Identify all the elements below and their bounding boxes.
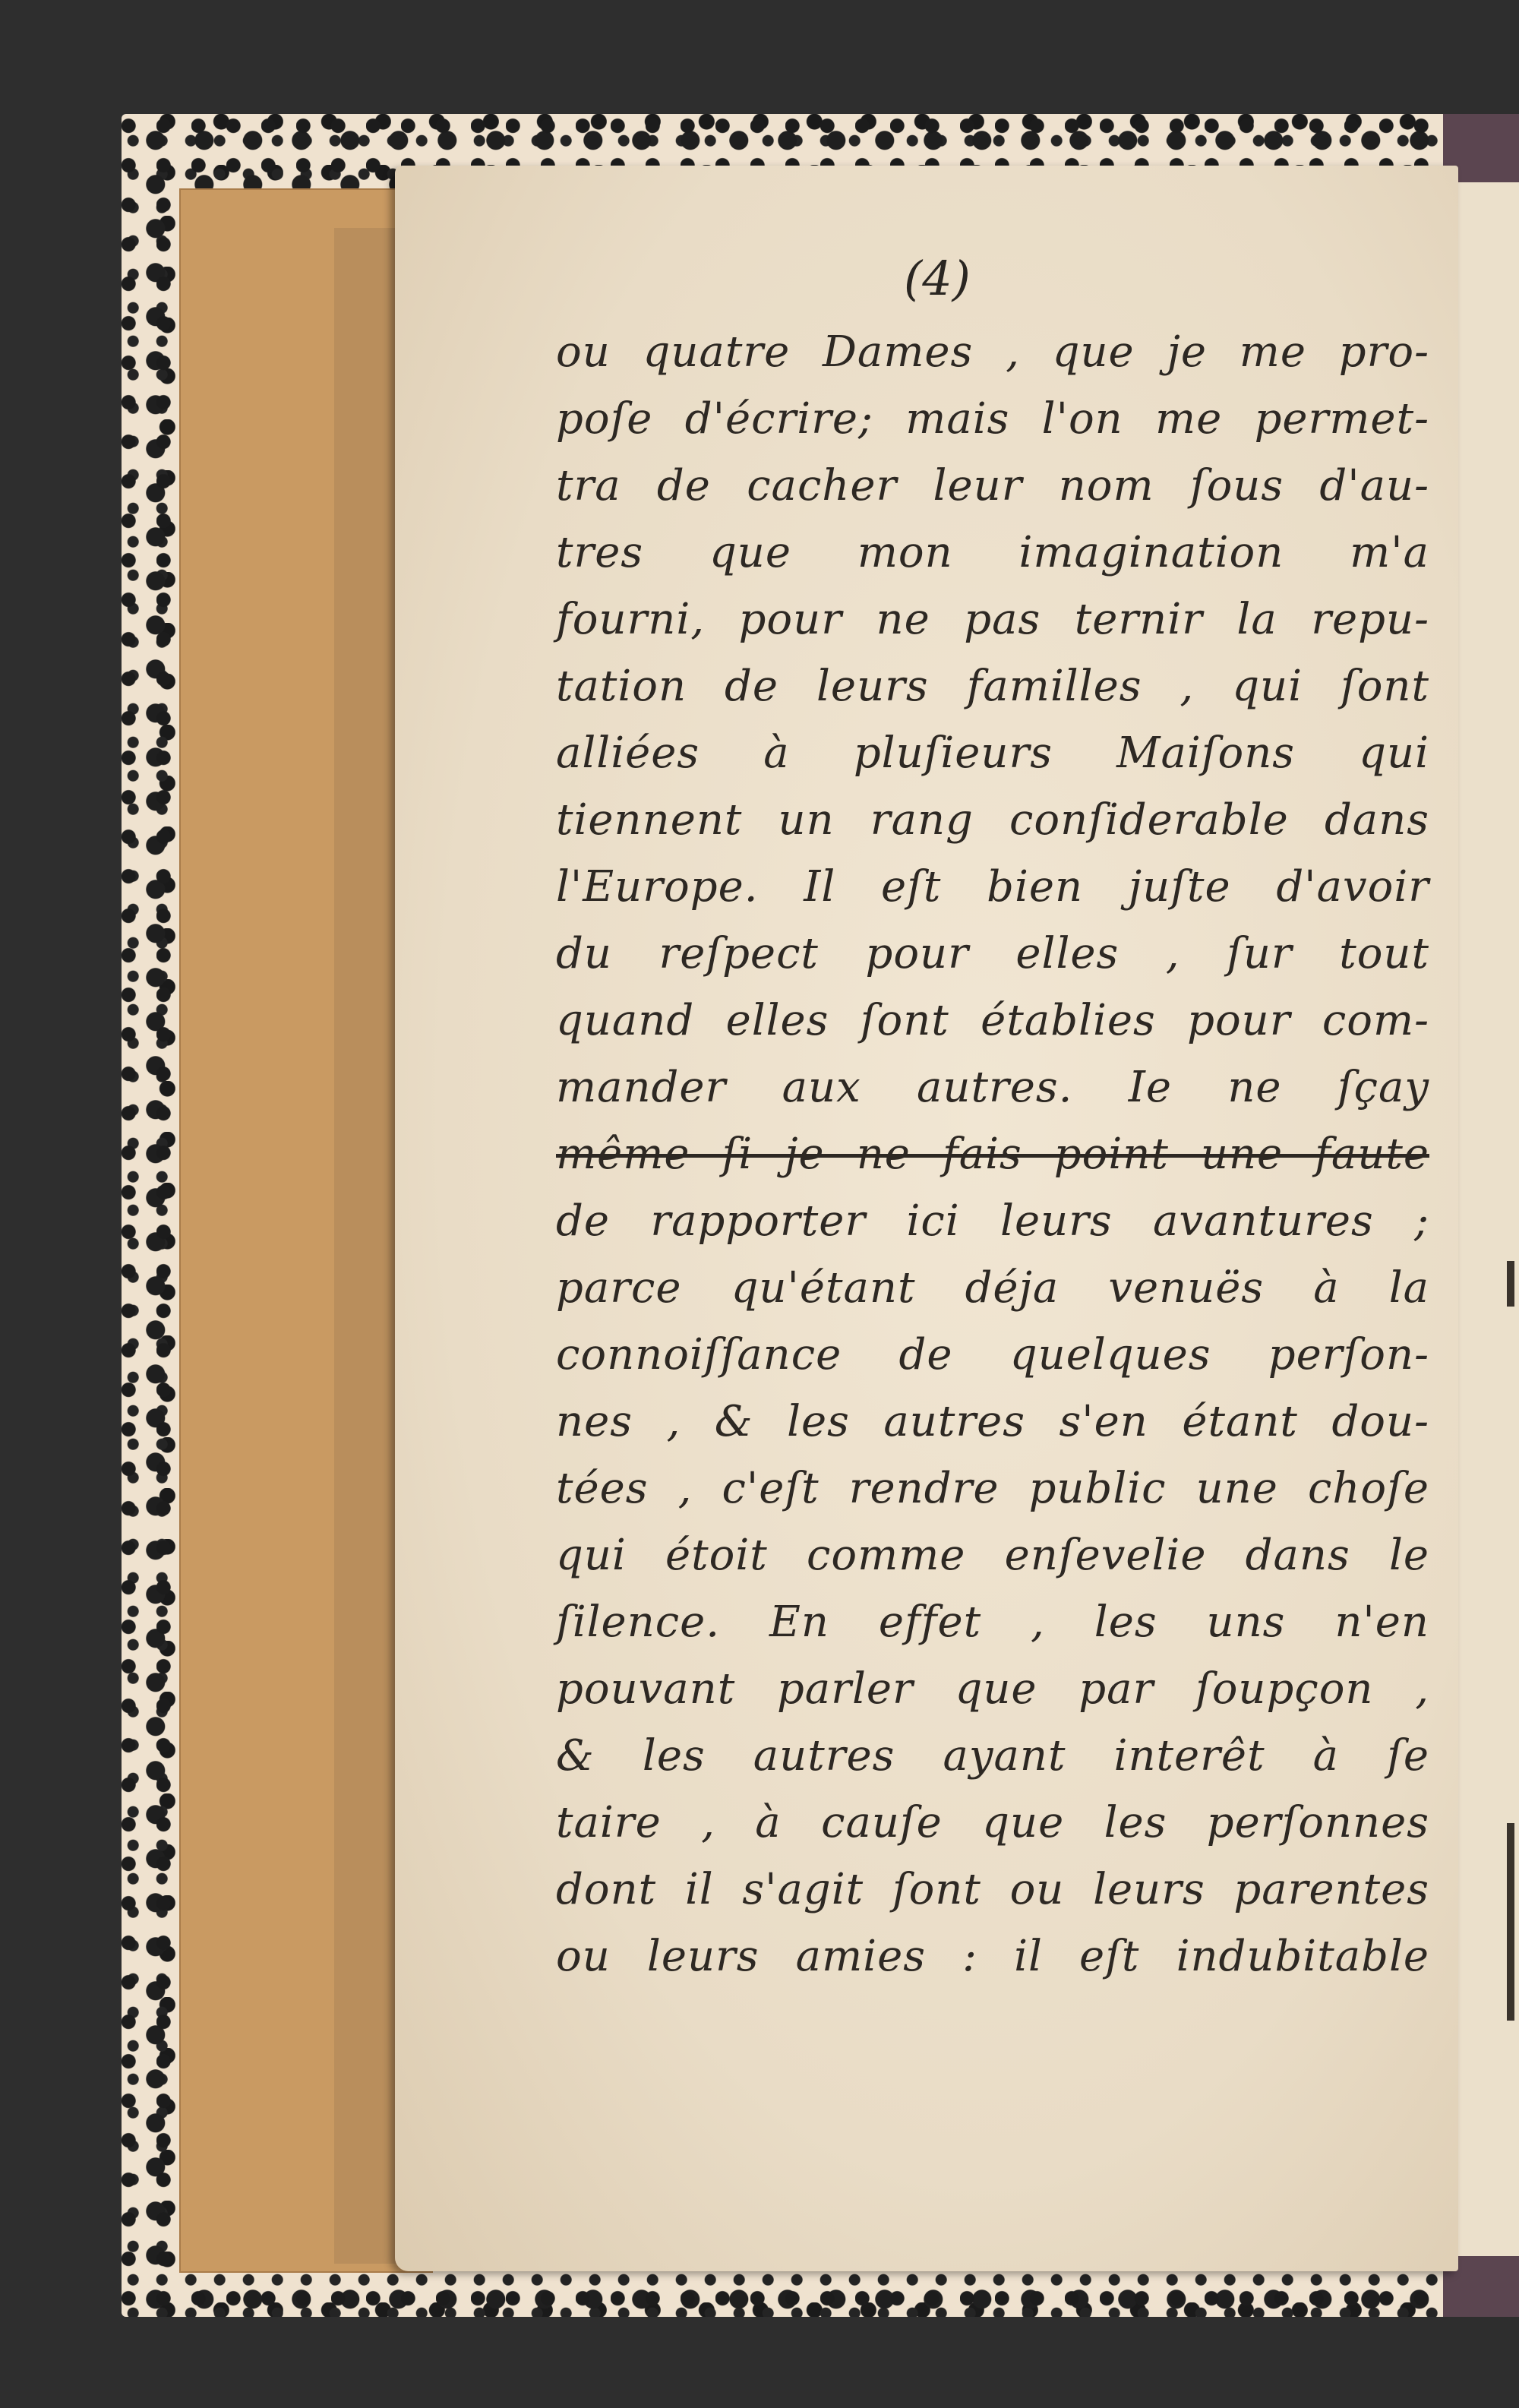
text-line: connoiſſance de quelques perſon-	[556, 1330, 1429, 1379]
page-number: (4)	[904, 251, 971, 306]
struck-text-line: même ſi je ne fais point une faute	[556, 1130, 1429, 1179]
text-line: du reſpect pour elles , ſur tout	[556, 929, 1429, 978]
text-line: ou leurs amies : il eſt indubitable	[556, 1932, 1429, 1981]
text-line: tées , c'eſt rendre public une choſe	[556, 1464, 1429, 1513]
text-line: ou quatre Dames , que je me pro-	[556, 327, 1429, 377]
text-line: pouvant parler que par ſoupçon ,	[556, 1664, 1429, 1714]
text-line: tiennent un rang conſiderable dans	[556, 795, 1429, 845]
page-text	[556, 319, 1429, 1990]
text-line: dont il s'agit ſont ou leurs parentes	[556, 1865, 1429, 1914]
text-line: mander aux autres. Ie ne ſçay	[556, 1063, 1429, 1112]
facing-page-mark	[1507, 1261, 1514, 1307]
text-line: tres que mon imagination m'a	[556, 528, 1429, 577]
text-line: alliées à pluſieurs Maiſons qui	[556, 728, 1429, 778]
text-line: fourni, pour ne pas ternir la repu-	[556, 595, 1429, 644]
text-line: parce qu'étant déja venuës à la	[556, 1263, 1429, 1313]
text-line: l'Europe. Il eſt bien juſte d'avoir	[556, 862, 1429, 912]
text-line: ſilence. En effet , les uns n'en	[556, 1597, 1429, 1647]
text-line: de rapporter ici leurs avantures ;	[556, 1196, 1429, 1246]
text-line: & les autres ayant interêt à ſe	[556, 1731, 1429, 1781]
facing-page-mark	[1507, 1823, 1514, 2021]
text-line: quand elles ſont établies pour com-	[556, 996, 1429, 1045]
text-line: tra de cacher leur nom ſous d'au-	[556, 461, 1429, 510]
text-line: taire , à cauſe que les perſonnes	[556, 1798, 1429, 1847]
text-line: poſe d'écrire; mais l'on me permet-	[556, 394, 1429, 444]
text-line: qui étoit comme enſevelie dans le	[556, 1531, 1429, 1580]
text-line: nes , & les autres s'en étant dou-	[556, 1397, 1429, 1446]
text-line: tation de leurs familles , qui ſont	[556, 662, 1429, 711]
